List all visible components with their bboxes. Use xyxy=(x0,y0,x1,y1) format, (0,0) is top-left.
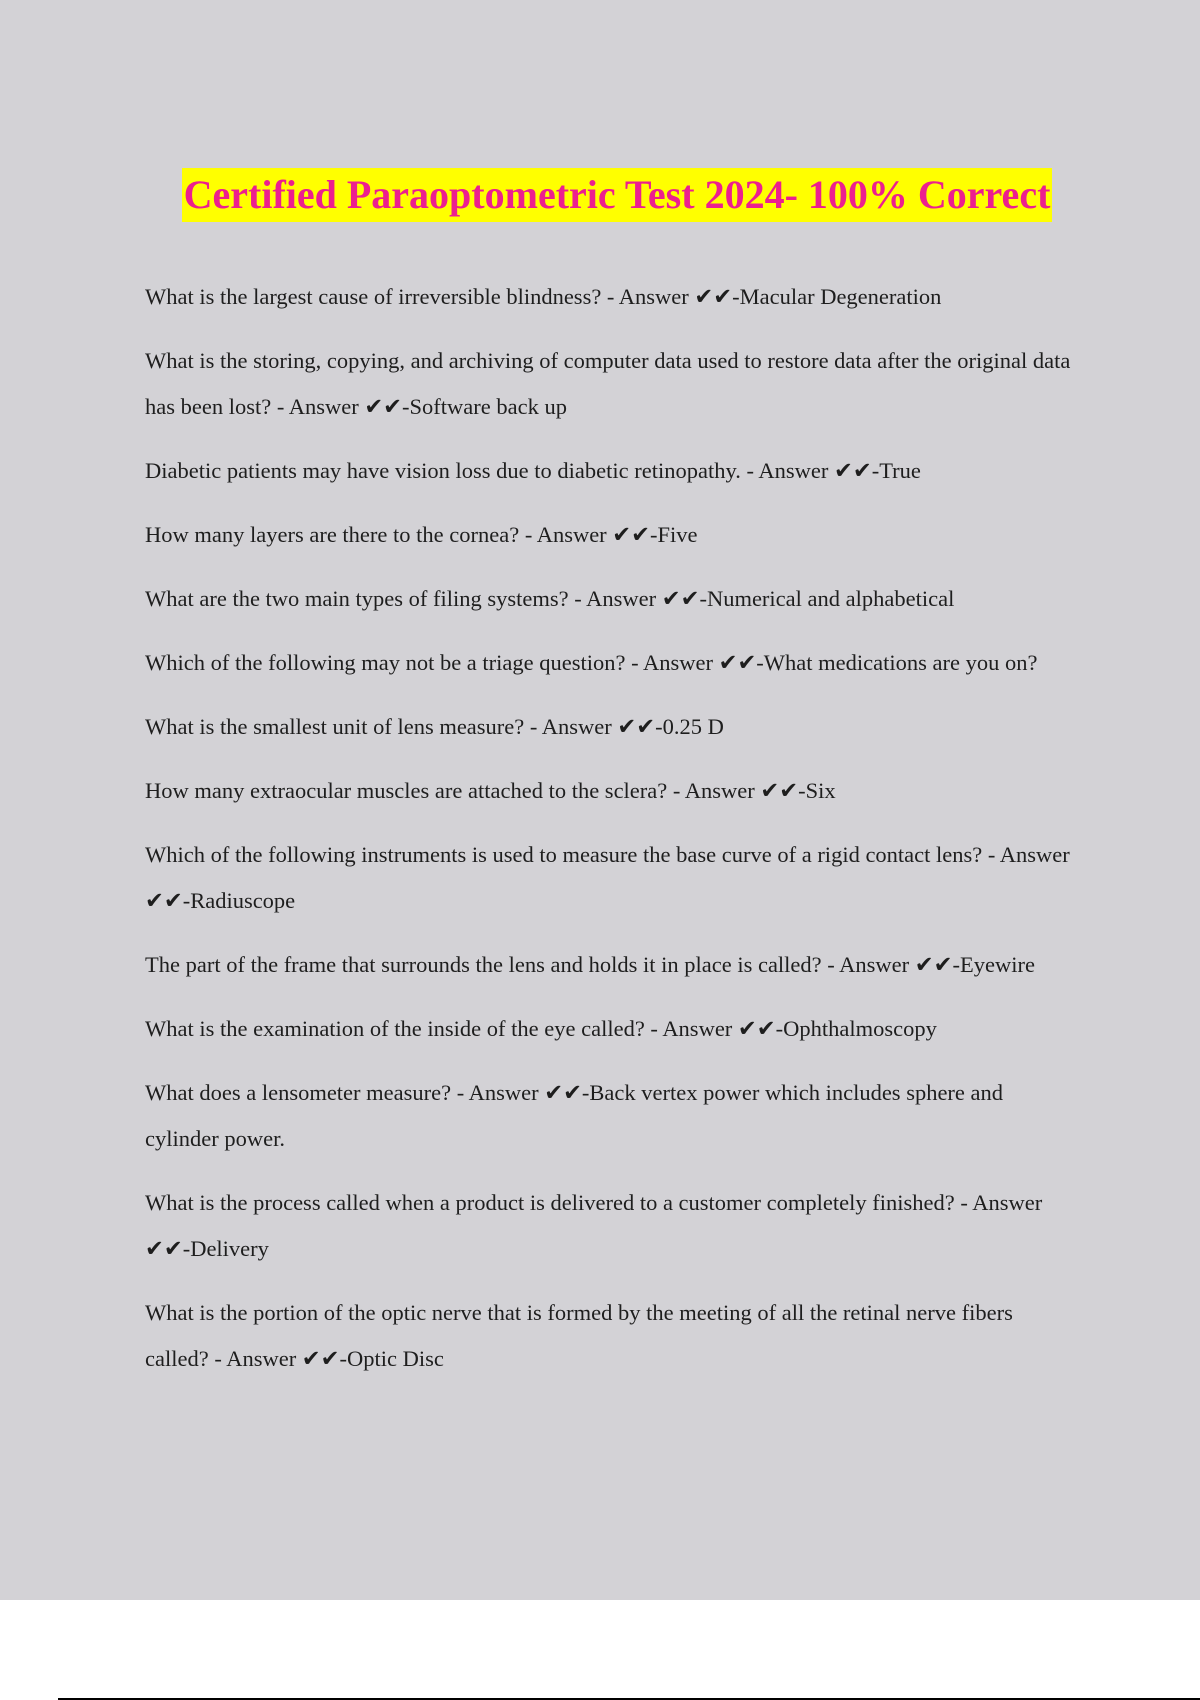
qa-text: What is the largest cause of irreversible blindness? - Answer ✔✔-Macular Degeneration xyxy=(145,284,942,309)
qa-text: Diabetic patients may have vision loss due to diabetic retinopathy. - Answer ✔✔-True xyxy=(145,458,921,483)
qa-item xyxy=(145,1290,1080,1382)
qa-text: How many layers are there to the cornea? - Answer ✔✔-Five xyxy=(145,522,698,547)
qa-text: What is the process called when a product is delivered to a customer completely finished? - Answer ✔✔-Delivery xyxy=(145,1190,1043,1261)
qa-text: What is the smallest unit of lens measure? - Answer ✔✔-0.25 D xyxy=(145,714,724,739)
qa-text: The part of the frame that surrounds the lens and holds it in place is called? - Answer ✔✔-Eyewire xyxy=(145,952,1035,977)
qa-item xyxy=(145,942,1080,988)
qa-item xyxy=(145,832,1080,924)
qa-item xyxy=(145,1180,1080,1272)
qa-text: Which of the following may not be a triage question? - Answer ✔✔-What medications are you on? xyxy=(145,650,1038,675)
qa-item xyxy=(145,448,1080,494)
qa-item xyxy=(145,640,1080,686)
qa-text: What are the two main types of filing systems? - Answer ✔✔-Numerical and alphabetical xyxy=(145,586,955,611)
qa-item xyxy=(145,704,1080,750)
qa-text: What is the storing, copying, and archiving of computer data used to restore data after the original data has been lost? - Answer ✔✔-Software back up xyxy=(145,348,1071,419)
qa-item xyxy=(145,1070,1080,1162)
title-container xyxy=(0,168,1200,222)
qa-item xyxy=(145,274,1080,320)
qa-item xyxy=(145,512,1080,558)
qa-text: Which of the following instruments is used to measure the base curve of a rigid contact lens? - Answer ✔✔-Radiuscope xyxy=(145,842,1070,913)
qa-item xyxy=(145,576,1080,622)
qa-text: What is the examination of the inside of the eye called? - Answer ✔✔-Ophthalmoscopy xyxy=(145,1016,937,1041)
qa-item xyxy=(145,768,1080,814)
qa-item xyxy=(145,1006,1080,1052)
document-title: Certified Paraoptometric Test 2024- 100% Correct xyxy=(182,168,1053,222)
qa-text: What does a lensometer measure? - Answer ✔✔-Back vertex power which includes sphere and cylinder power. xyxy=(145,1080,1004,1151)
qa-list xyxy=(145,274,1080,1400)
qa-text: What is the portion of the optic nerve that is formed by the meeting of all the retinal nerve fibers called? - Answer ✔✔-Optic Disc xyxy=(145,1300,1013,1371)
qa-text: How many extraocular muscles are attached to the sclera? - Answer ✔✔-Six xyxy=(145,778,836,803)
qa-item xyxy=(145,338,1080,430)
